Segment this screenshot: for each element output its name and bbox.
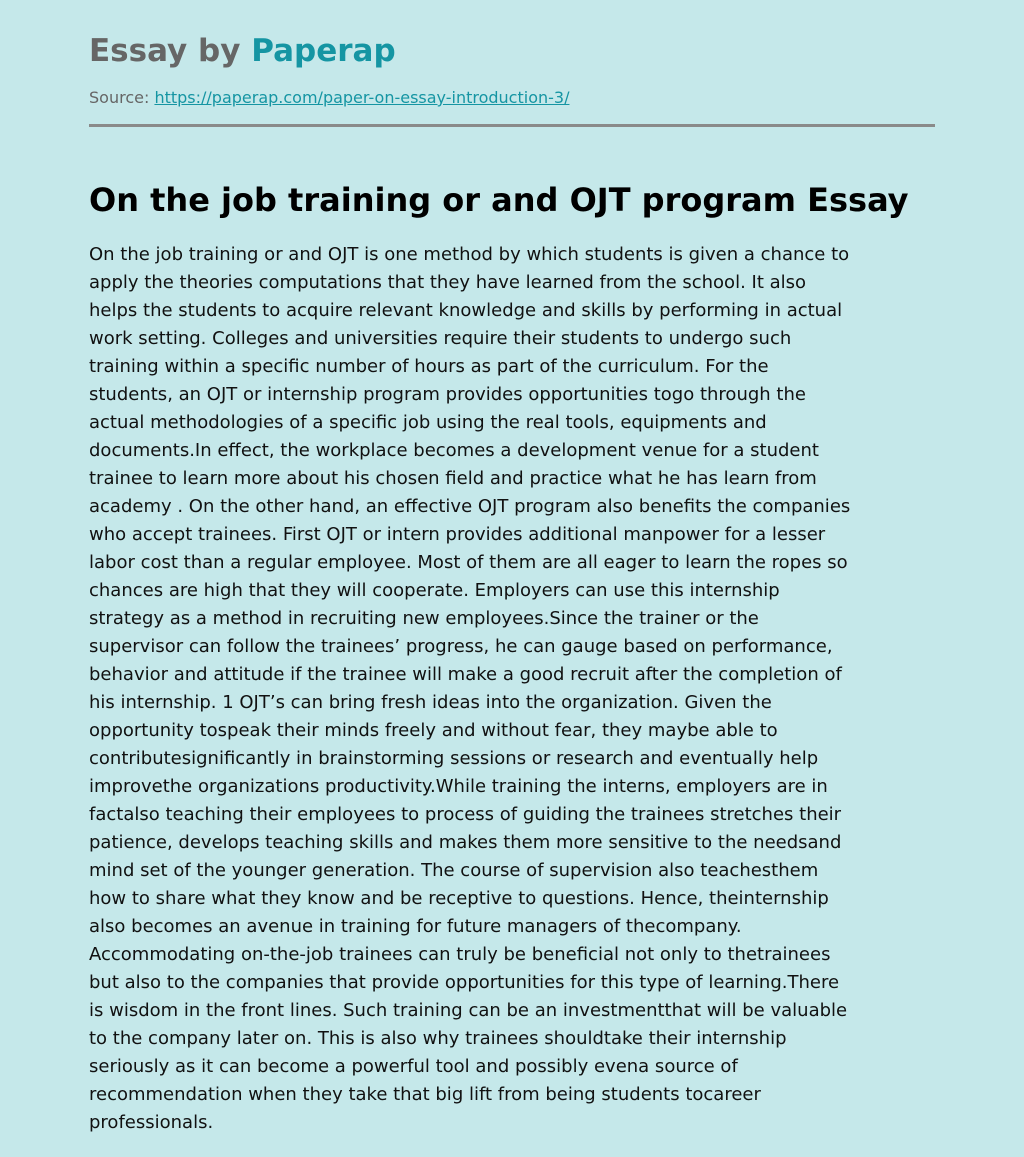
header-divider: [89, 124, 935, 127]
essay-line: work setting. Colleges and universities require their students to undergo such: [89, 328, 792, 349]
brand-title: [89, 30, 935, 72]
essay-line: supervisor can follow the trainees’ progress, he can gauge based on performance,: [89, 636, 833, 657]
site-header: [89, 30, 935, 110]
essay-line: professionals.: [89, 1112, 214, 1133]
essay-line: helps the students to acquire relevant knowledge and skills by performing in actual: [89, 300, 843, 321]
essay-line: who accept trainees. First OJT or intern provides additional manpower for a lesser: [89, 524, 826, 545]
essay-line: improvethe organizations productivity.While training the interns, employers are in: [89, 776, 828, 797]
essay-line: behavior and attitude if the trainee will make a good recruit after the completion of: [89, 664, 842, 685]
source-line: [89, 86, 935, 110]
essay-line: patience, develops teaching skills and makes them more sensitive to the needsand: [89, 832, 842, 853]
essay-line: students, an OJT or internship program provides opportunities togo through the: [89, 384, 806, 405]
essay-line: actual methodologies of a specific job using the real tools, equipments and: [89, 412, 767, 433]
essay-line: to the company later on. This is also why trainees shouldtake their internship: [89, 1028, 787, 1049]
essay-line: chances are high that they will cooperate. Employers can use this internship: [89, 580, 780, 601]
essay-line: training within a specific number of hours as part of the curriculum. For the: [89, 356, 769, 377]
essay-line: recommendation when they take that big lift from being students tocareer: [89, 1084, 761, 1105]
essay-line: factalso teaching their employees to process of guiding the trainees stretches their: [89, 804, 842, 825]
essay-line: opportunity tospeak their minds freely and without fear, they maybe able to: [89, 720, 778, 741]
page-title: On the job training or and OJT program Essay: [89, 181, 909, 219]
essay-line: Accommodating on-the-job trainees can truly be beneficial not only to thetrainees: [89, 944, 831, 965]
brand-prefix: Essay by: [89, 33, 252, 69]
source-link[interactable]: https://paperap.com/paper-on-essay-introduction-3/: [154, 88, 570, 107]
essay-line: seriously as it can become a powerful tool and possibly evena source of: [89, 1056, 738, 1077]
essay-body: [89, 241, 939, 1137]
essay-line: documents.In effect, the workplace becomes a development venue for a student: [89, 440, 819, 461]
essay-line: is wisdom in the front lines. Such training can be an investmentthat will be valuable: [89, 1000, 848, 1021]
essay-line: his internship. 1 OJT’s can bring fresh ideas into the organization. Given the: [89, 692, 772, 713]
essay-line: also becomes an avenue in training for future managers of thecompany.: [89, 916, 742, 937]
essay-line: contributesignificantly in brainstorming sessions or research and eventually help: [89, 748, 819, 769]
essay-line: mind set of the younger generation. The course of supervision also teachesthem: [89, 860, 819, 881]
essay-line: but also to the companies that provide opportunities for this type of learning.There: [89, 972, 840, 993]
essay-line: how to share what they know and be receptive to questions. Hence, theinternship: [89, 888, 829, 909]
essay-line: On the job training or and OJT is one method by which students is given a chance to: [89, 244, 850, 265]
brand-name[interactable]: Paperap: [251, 33, 396, 69]
source-label: Source:: [89, 88, 150, 107]
essay-line: labor cost than a regular employee. Most of them are all eager to learn the ropes so: [89, 552, 848, 573]
essay-line: trainee to learn more about his chosen field and practice what he has learn from: [89, 468, 817, 489]
essay-line: apply the theories computations that they have learned from the school. It also: [89, 272, 807, 293]
essay-line: strategy as a method in recruiting new employees.Since the trainer or the: [89, 608, 759, 629]
essay-line: academy . On the other hand, an effective OJT program also benefits the companies: [89, 496, 851, 517]
